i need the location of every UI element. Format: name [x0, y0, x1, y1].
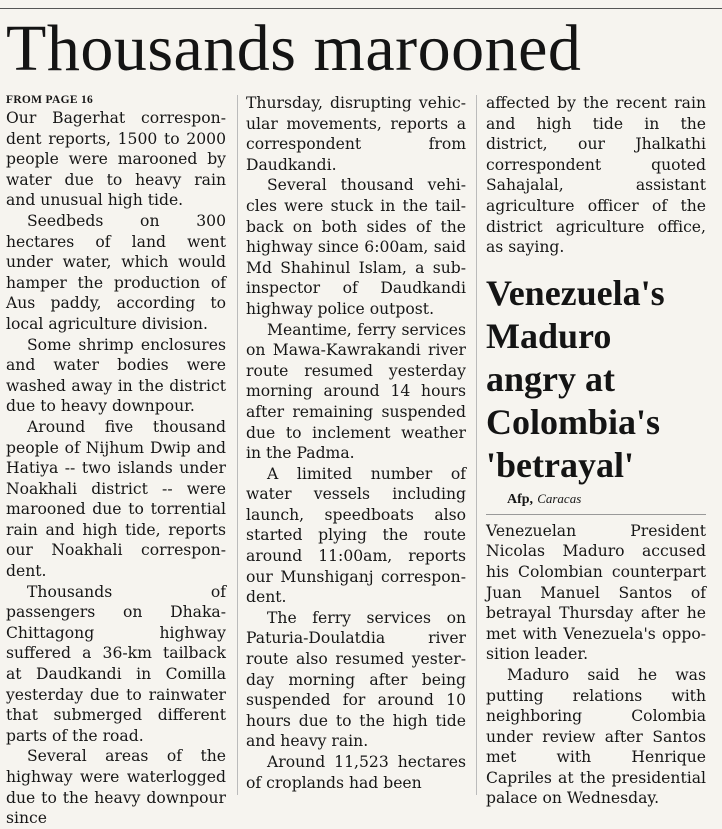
paragraph: Several areas of the highway were waterlogged due to the heavy downpour since: [6, 747, 226, 828]
byline-rule: [486, 514, 706, 515]
paragraph: Around 11,523 hectares of croplands had been: [246, 753, 466, 792]
paragraph: Thousands of passengers on Dhaka-Chittagong highway suffered a 36-km tailback at Daudkandi in Comilla yesterday due to rainwater that submerged different parts of the road.: [6, 582, 226, 745]
secondary-headline: Venezuela's Maduro angry at Colombia's 'betrayal': [486, 272, 665, 485]
paragraph: Seedbeds on 300 hectares of land went under water, which would hamper the production of Aus paddy, according to local agriculture division.: [6, 211, 226, 333]
paragraph: Some shrimp enclosures and water bodies were washed away in the district due to heavy downpour.: [6, 335, 226, 416]
column-3: [486, 93, 706, 809]
column-1: [6, 93, 226, 829]
paragraph: The ferry services on Paturia-Doulatdia river route also resumed yesterday morning after being suspended for around 10 hours due to the high tide and heavy rain.: [246, 608, 466, 751]
paragraph: Our Bagerhat correspondent reports, 1500 to 2000 people were marooned by water due to heavy rain and unusual high tide.: [6, 109, 226, 210]
column-2: [246, 93, 466, 793]
headline: Thousands marooned: [6, 12, 582, 85]
byline-dateline: Caracas: [537, 490, 582, 506]
paragraph: Thursday, disrupting vehicular movements, reports a correspondent from Daudkandi.: [246, 94, 466, 174]
byline: [486, 491, 706, 508]
paragraph: A limited number of water vessels including launch, speedboats also started plying the route around 11:00am, reports our Munshiganj correspondent.: [246, 464, 466, 607]
column-rule: [476, 95, 477, 795]
column-rule: [237, 95, 238, 795]
paragraph: Around five thousand people of Nijhum Dwip and Hatiya -- two islands under Noakhali district -- were marooned due to torrential rain and high tide, reports our Noakhali correspondent.: [6, 417, 226, 581]
paragraph: affected by the recent rain and high tide in the district, our Jhalkathi correspondent quoted Sahajalal, assistant agriculture officer of the district agriculture office, as saying.: [486, 94, 706, 257]
paragraph: Venezuelan President Nicolas Maduro accused his Colombian counterpart Juan Manuel Santos of betrayal Thursday after he met with Venezuela's opposition leader.: [486, 521, 706, 664]
paragraph: Meantime, ferry services on Mawa-Kawrakandi river route resumed yesterday morning around 14 hours after remaining suspended due to inclement weather in the Padma.: [246, 320, 466, 463]
paragraph: Maduro said he was putting relations with neighboring Colombia under review after Santos met with Henrique Capriles at the presidential palace on Wednesday.: [486, 665, 706, 808]
jump-line: FROM PAGE 16: [6, 94, 94, 106]
paragraph: Several thousand vehicles were stuck in the tailback on both sides of the highway since 6:00am, said Md Shahinul Islam, a sub-inspector of Daudkandi highway police outpost.: [246, 176, 466, 318]
top-rule: [0, 8, 722, 9]
byline-agency: Afp,: [507, 491, 534, 507]
